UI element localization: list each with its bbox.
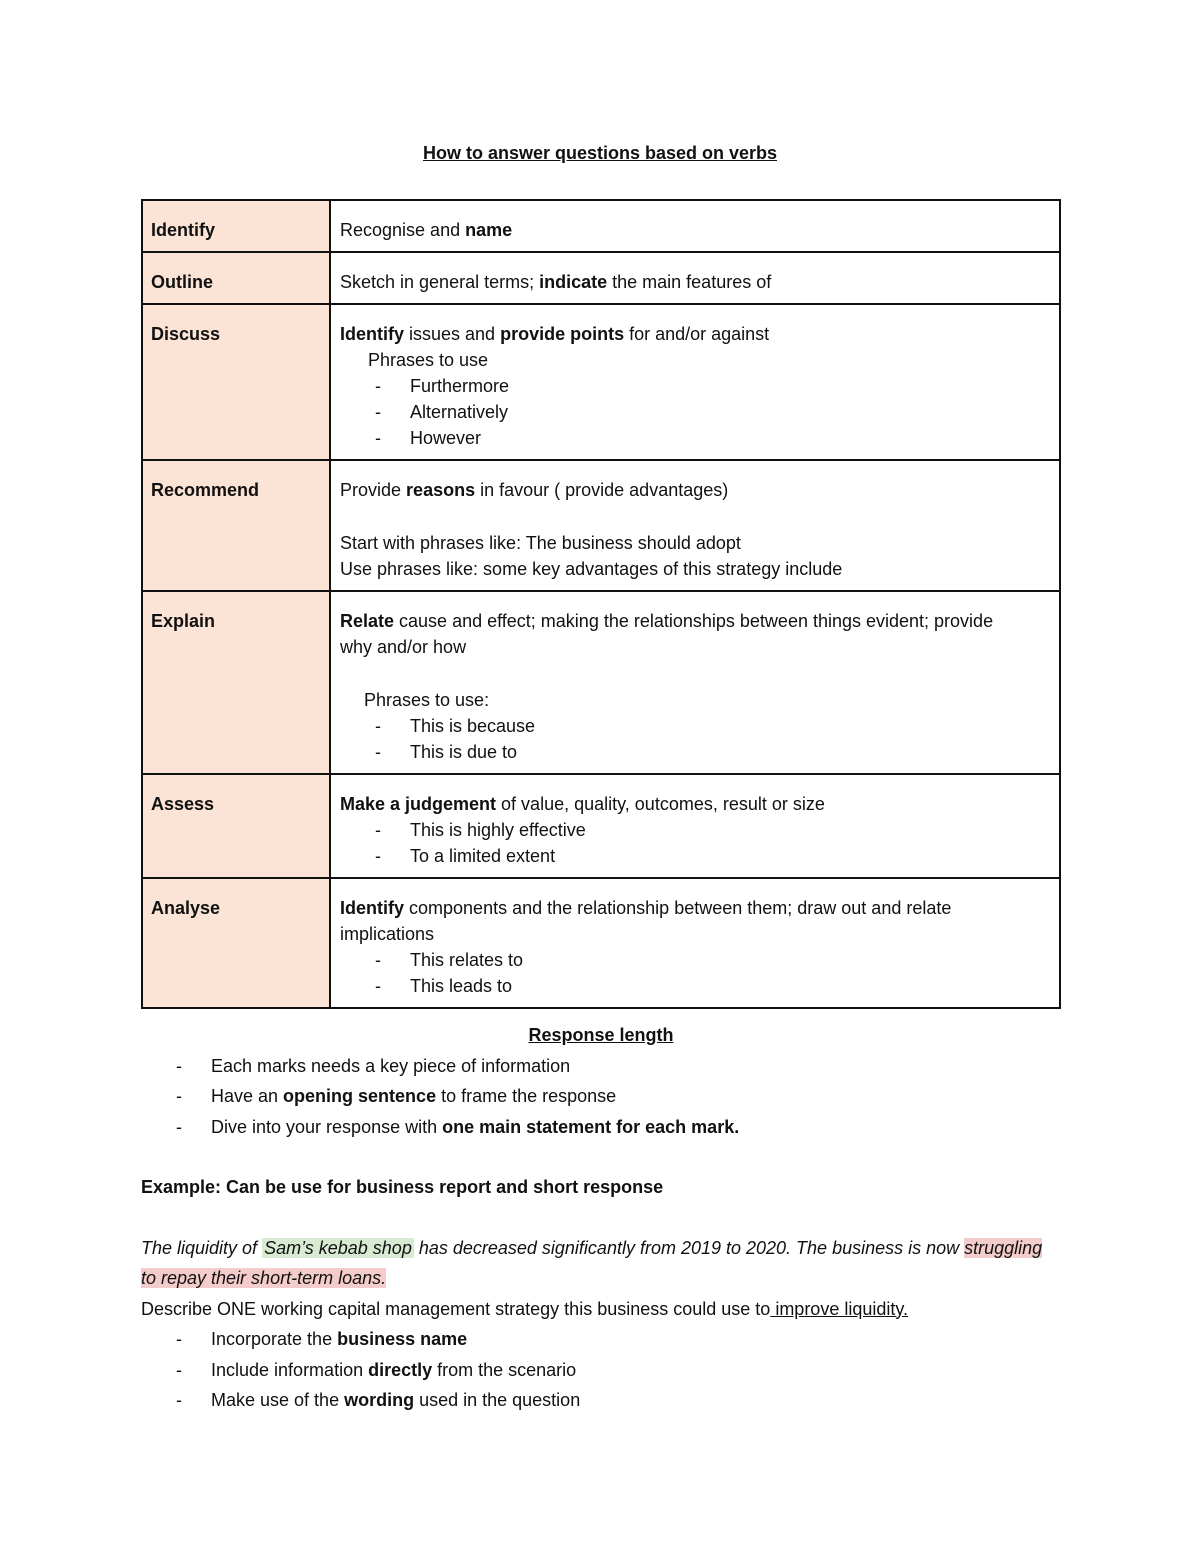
- definition-discuss: Identify issues and provide points for and/or against Phrases to use - Furthermore - Alternatively - However: [330, 304, 1060, 460]
- definition-explain: Relate cause and effect; making the relationships between things evident; provide why and/or how Phrases to use: - This is because - This is due to: [330, 591, 1060, 774]
- definition-outline: Sketch in general terms; indicate the main features of: [330, 252, 1060, 304]
- phrases-label: Phrases to use:: [364, 690, 490, 710]
- list-item: - Make use of the wording used in the question: [176, 1385, 1061, 1416]
- tips-list: [141, 1324, 1061, 1416]
- table-row: [142, 774, 1060, 878]
- response-length-title: Response length: [528, 1025, 674, 1045]
- list-item: - Incorporate the business name: [176, 1324, 1061, 1355]
- term-assess: Assess: [142, 774, 330, 878]
- phrase-list: [340, 373, 1059, 451]
- definition-assess: Make a judgement of value, quality, outcomes, result or size - This is highly effective - To a limited extent: [330, 774, 1060, 878]
- definition-identify: Recognise and name: [330, 200, 1060, 252]
- example-question: Describe ONE working capital management strategy this business could use to improve liquidity.: [141, 1298, 909, 1319]
- table-row: [142, 304, 1060, 460]
- list-item: - This is because: [372, 713, 1059, 739]
- verbs-table: [141, 199, 1061, 1009]
- response-section: [141, 1020, 1061, 1416]
- problem-highlight: struggling to repay their short-term loans.: [141, 1237, 1043, 1288]
- example-heading: Example: Can be use for business report and short response: [141, 1177, 664, 1197]
- list-item: - Furthermore: [372, 373, 1059, 399]
- phrases-label: Phrases to use: [368, 350, 489, 370]
- term-identify: Identify: [142, 200, 330, 252]
- business-name-highlight: Sam’s kebab shop: [264, 1237, 412, 1258]
- phrase-list: [340, 817, 1059, 869]
- list-item: - Include information directly from the scenario: [176, 1355, 1061, 1386]
- term-explain: Explain: [142, 591, 330, 774]
- list-item: - Dive into your response with one main statement for each mark.: [176, 1112, 1061, 1143]
- definition-recommend: Provide reasons in favour ( provide advantages) Start with phrases like: The business should adopt Use phrases like: some key advantages of this strategy include: [330, 460, 1060, 591]
- table-row: [142, 591, 1060, 774]
- list-item: - However: [372, 425, 1059, 451]
- term-discuss: Discuss: [142, 304, 330, 460]
- page-title: How to answer questions based on verbs: [422, 143, 778, 163]
- list-item: - This leads to: [372, 973, 1059, 999]
- table-row: [142, 460, 1060, 591]
- response-list: [141, 1051, 1061, 1143]
- term-outline: Outline: [142, 252, 330, 304]
- list-item: - This is highly effective: [372, 817, 1059, 843]
- list-item: - To a limited extent: [372, 843, 1059, 869]
- table-row: [142, 252, 1060, 304]
- definition-analyse: Identify components and the relationship between them; draw out and relate implications - This relates to - This leads to: [330, 878, 1060, 1008]
- list-item: - Each marks needs a key piece of information: [176, 1051, 1061, 1082]
- list-item: - Have an opening sentence to frame the response: [176, 1081, 1061, 1112]
- term-analyse: Analyse: [142, 878, 330, 1008]
- term-recommend: Recommend: [142, 460, 330, 591]
- table-row: [142, 878, 1060, 1008]
- list-item: - Alternatively: [372, 399, 1059, 425]
- table-row: [142, 200, 1060, 252]
- list-item: - This is due to: [372, 739, 1059, 765]
- example-scenario: The liquidity of Sam’s kebab shop has decreased significantly from 2019 to 2020. The business is now struggling to repay their short-term loans.: [141, 1237, 1043, 1288]
- phrase-list: [340, 713, 1059, 765]
- list-item: - This relates to: [372, 947, 1059, 973]
- phrase-list: [340, 947, 1059, 999]
